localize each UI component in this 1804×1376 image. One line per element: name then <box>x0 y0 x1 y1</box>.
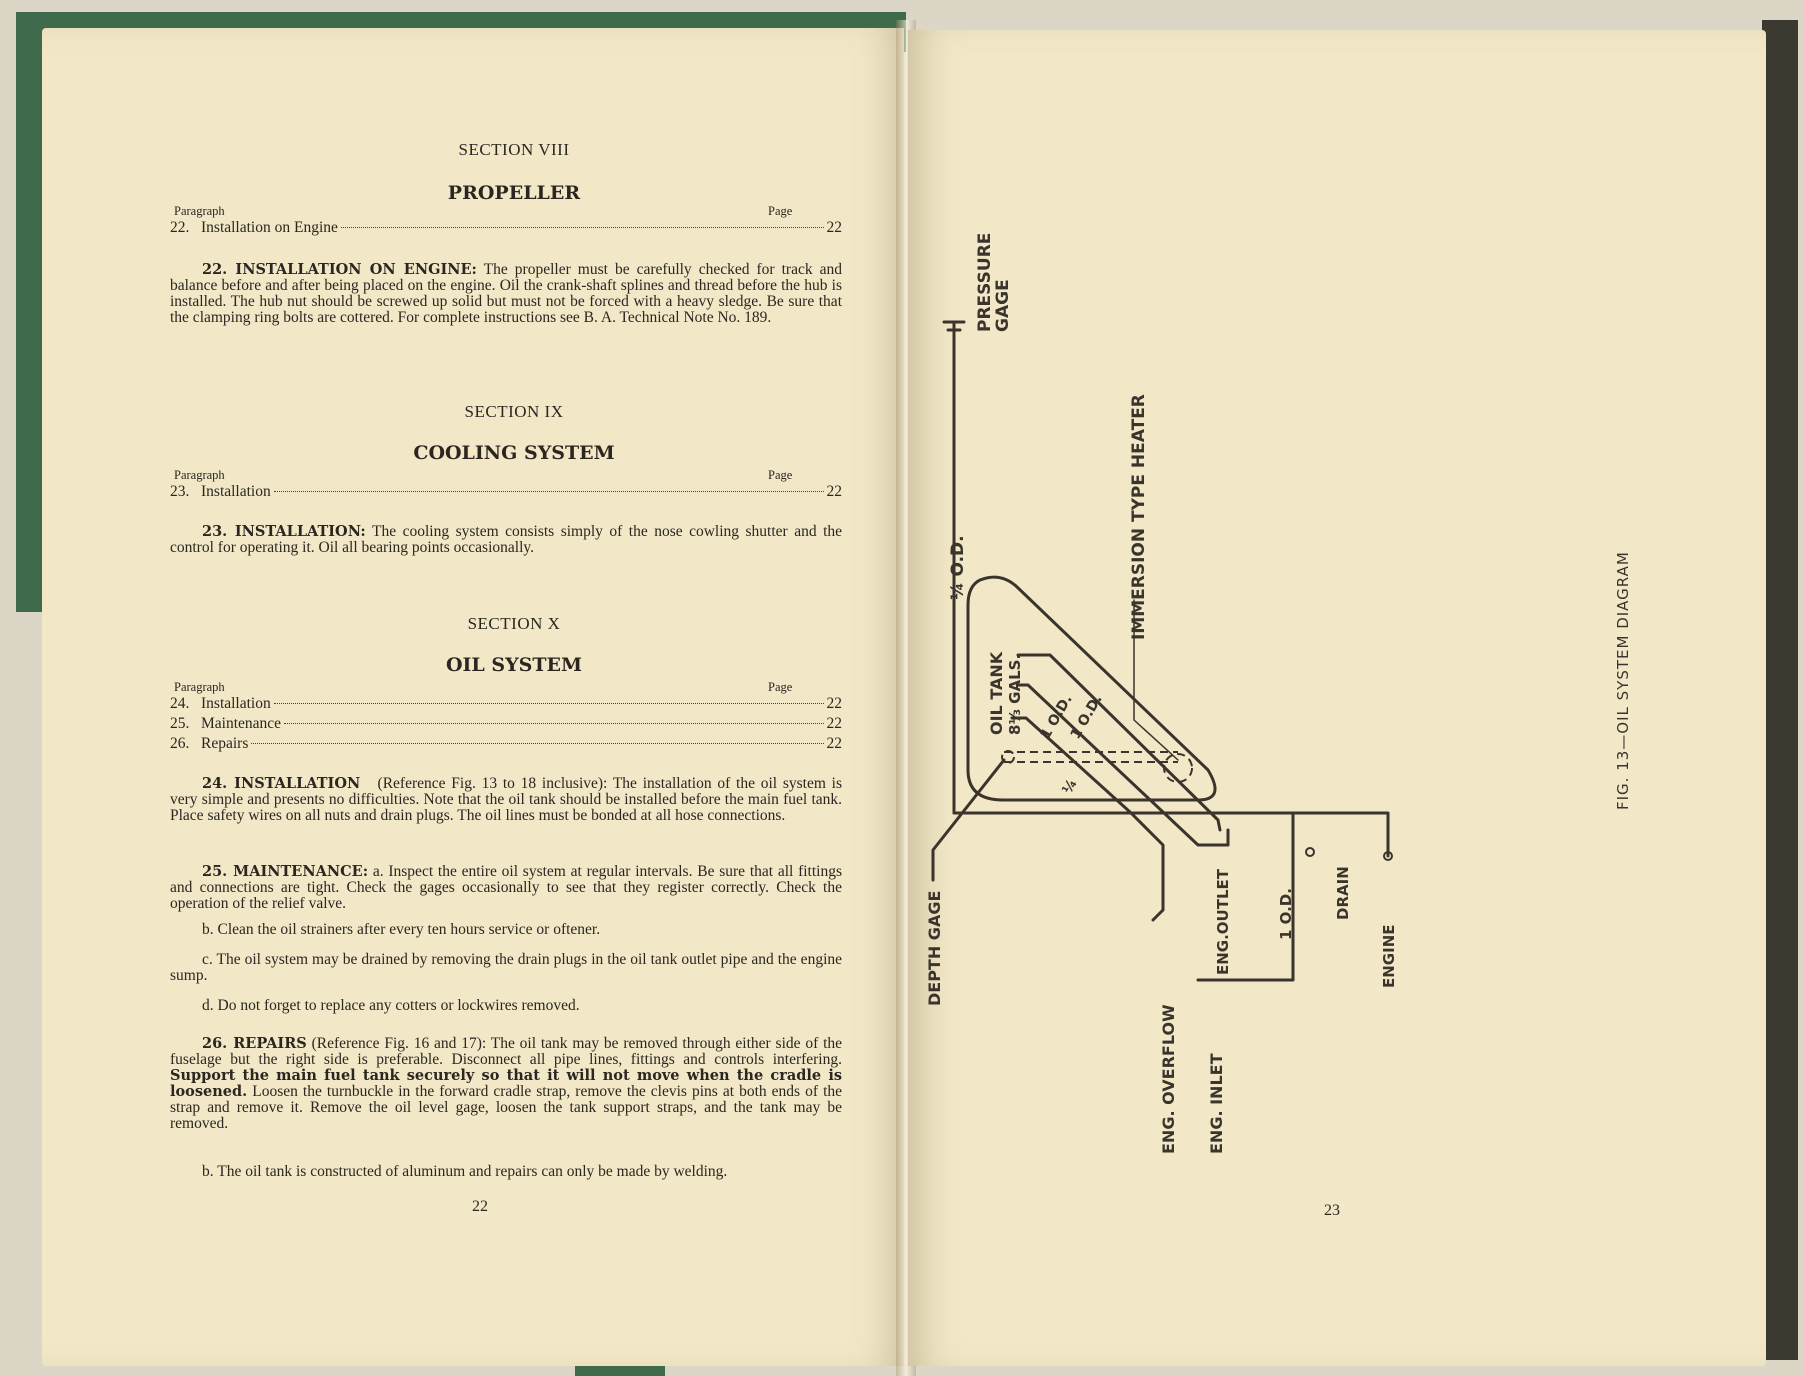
label-quarter-od: ¼ O.D. <box>948 535 968 600</box>
toc-10-row-25: 25. Maintenance 22 <box>170 715 842 732</box>
toc-9-row: 23. Installation 22 <box>170 483 842 500</box>
toc-10-row-24: 24. Installation 22 <box>170 695 842 712</box>
label-oil-tank-gals: 8⅓ GALS. <box>1006 653 1024 735</box>
toc-10-row-26: 26. Repairs 22 <box>170 735 842 752</box>
fitting-circle-1 <box>1306 848 1314 856</box>
label-eng-outlet: ENG.OUTLET <box>1214 868 1232 975</box>
heater-element <box>1164 754 1192 782</box>
figure-caption: FIG. 13—OIL SYSTEM DIAGRAM <box>1614 551 1632 810</box>
inner-pipe <box>1018 685 1228 845</box>
paragraph-22: 22. INSTALLATION ON ENGINE: The propeller must be carefully checked for track and balance before and after being placed on the engine. Oil the crank-shaft splines and thread before the hub is installed. The hub nut should be screwed up solid but must not be forced with a heavy sledge. Be sure that the clamping ring bolts are cottered. For complete instructions see B. A. Technical Note No. 189. <box>170 261 842 326</box>
label-pressure-gage-2: GAGE <box>993 279 1013 332</box>
paragraph-23: 23. INSTALLATION: The cooling system consists simply of the nose cowling shutter and the control for operating it. Oil all bearing points occasionally. <box>170 523 843 556</box>
label-drain: DRAIN <box>1334 866 1352 920</box>
label-eng-inlet: ENG. INLET <box>1207 1053 1226 1154</box>
oil-system-diagram <box>908 30 1766 1366</box>
label-eng-overflow: ENG. OVERFLOW <box>1159 1004 1178 1154</box>
toc-8-row: 22. Installation on Engine 22 <box>170 219 842 236</box>
paragraph-25b: b. Clean the oil strainers after every ten hours service or oftener. <box>202 921 601 938</box>
paragraph-25c: c. The oil system may be drained by removing the drain plugs in the oil tank outlet pipe and the engine sump. <box>170 951 842 984</box>
label-oil-tank: OIL TANK <box>987 651 1006 735</box>
paragraph-26b: b. The oil tank is constructed of aluminum and repairs can only be made by welding. <box>202 1163 728 1180</box>
label-engine: ENGINE <box>1380 924 1398 988</box>
toc-8-page-header: Page <box>768 204 793 218</box>
section-8-title: PROPELLER <box>447 182 581 204</box>
eng-overflow-pipe <box>1012 718 1163 920</box>
right-page <box>908 30 1766 1366</box>
toc-10-page-header: Page <box>768 680 793 694</box>
label-immersion-heater: IMMERSION TYPE HEATER <box>1129 394 1149 640</box>
paragraph-26: 26. REPAIRS (Reference Fig. 16 and 17): The oil tank may be removed through either side of the fuselage but the right side is preferable. Disconnect all pipe lines, fittings and controls interfering. Support the main fuel tank securely so that it will not move when the cradle is loosened. Loosen the turnbuckle in the forward cradle strap, remove the clevis pins at both ends of the strap and remove it. Remove the oil level gage, loosen the tank support straps, and the tank may be removed. <box>170 1035 843 1132</box>
section-9-title: COOLING SYSTEM <box>413 442 615 464</box>
section-9-heading: SECTION IX <box>464 402 564 421</box>
left-page <box>42 28 904 1366</box>
toc-10-paragraph-header: Paragraph <box>174 680 225 694</box>
section-10-heading: SECTION X <box>467 614 561 633</box>
paragraph-25d: d. Do not forget to replace any cotters or lockwires removed. <box>202 997 580 1014</box>
label-pressure-gage-1: PRESSURE <box>975 232 995 332</box>
label-one-od-b: 1 O.D. <box>1067 692 1106 742</box>
toc-8-paragraph-header: Paragraph <box>174 204 225 218</box>
paragraph-25a: 25. MAINTENANCE: a. Inspect the entire oil system at regular intervals. Be sure that all fittings and connections are tight. Check the gages occasionally to see that they register correctly. Check the operation of the relief valve. <box>170 863 843 912</box>
toc-9-paragraph-header: Paragraph <box>174 468 225 482</box>
toc-9-page-header: Page <box>768 468 793 482</box>
left-page-number: 22 <box>472 1198 488 1215</box>
section-10-title: OIL SYSTEM <box>445 654 583 676</box>
cover-right-edge <box>1762 20 1798 1360</box>
label-quarter-b: ¼ <box>1059 776 1081 797</box>
right-page-number: 23 <box>1324 1202 1340 1219</box>
label-depth-gage: DEPTH GAGE <box>925 890 944 1006</box>
paragraph-24: 24. INSTALLATION (Reference Fig. 13 to 18 inclusive): The installation of the oil system is very simple and presents no difficulties. Note that the oil tank should be installed before the main fuel tank. Place safety wires on all nuts and drain plugs. The oil lines must be bonded at all hose connections. <box>170 775 843 824</box>
label-one-od-c: 1 O.D. <box>1277 888 1295 940</box>
section-8-heading: SECTION VIII <box>458 140 570 159</box>
label-one-od-a: 1 O.D. <box>1037 692 1076 742</box>
engine-line <box>1318 813 1388 856</box>
